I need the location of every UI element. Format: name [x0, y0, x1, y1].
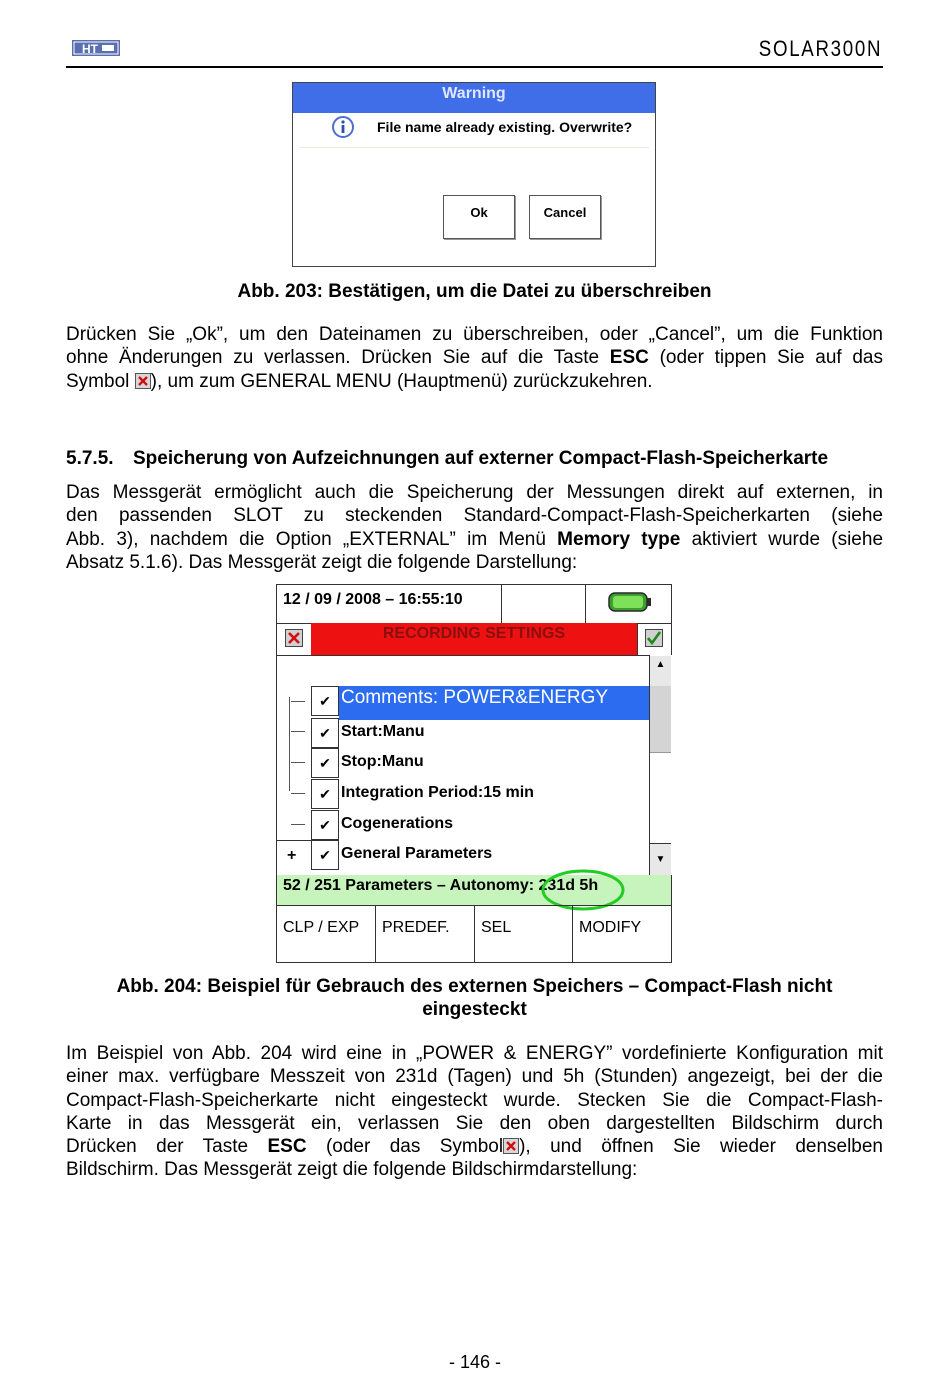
checkbox[interactable]: ✔ — [311, 840, 339, 870]
paragraph-3 — [66, 1042, 883, 1182]
para-line: einer max. verfügbare Messzeit von 231d (Tagen) und 5h (Stunden) angezeigt, bei der die — [66, 1066, 883, 1088]
checkmark-icon[interactable] — [645, 629, 663, 647]
checkbox[interactable]: ✔ — [311, 748, 339, 778]
text: aktiviert wurde (siehe — [680, 528, 884, 550]
section-heading — [66, 448, 828, 470]
section-title: Speicherung von Aufzeichnungen auf externer Compact-Flash-Speicherkarte — [133, 448, 829, 469]
divider — [637, 623, 638, 655]
checkbox[interactable]: ✔ — [311, 718, 339, 748]
tree-line — [291, 762, 305, 763]
list-item-start[interactable]: Start:Manu — [341, 723, 425, 740]
para-line: den passenden SLOT zu steckenden Standard-Compact-Flash-Speicherkarten (siehe — [66, 505, 883, 527]
text: Drücken der Taste — [66, 1136, 268, 1158]
scroll-up-icon[interactable]: ▲ — [650, 656, 671, 687]
scroll-down-icon[interactable]: ▼ — [650, 843, 671, 876]
checkbox[interactable]: ✔ — [311, 779, 339, 809]
esc-key-label: ESC — [267, 1136, 307, 1158]
tree-line — [291, 793, 305, 794]
section-number: 5.7.5. — [66, 448, 114, 469]
model-name: SOLAR300N — [758, 36, 882, 61]
modify-button[interactable]: MODIFY — [579, 919, 642, 936]
caption-line: Abb. 204: Beispiel für Gebrauch des externen Speichers – Compact-Flash nicht — [116, 976, 833, 997]
text: ), und öffnen Sie wieder denselben — [519, 1136, 884, 1158]
warning-dialog — [292, 82, 656, 267]
header-rule — [66, 66, 883, 68]
dialog-divider — [299, 147, 649, 148]
list-item-general-parameters[interactable]: General Parameters — [341, 845, 493, 862]
para-line: Drücken Sie „Ok”, um den Dateinamen zu überschreiben, oder „Cancel”, um die Funktion — [66, 324, 883, 345]
memory-type-label: Memory type — [557, 528, 681, 550]
tree-line — [289, 697, 290, 791]
list-item-integration-period[interactable]: Integration Period:15 min — [341, 784, 534, 801]
close-x-icon — [135, 373, 151, 389]
divider — [277, 655, 671, 656]
info-icon — [331, 115, 355, 139]
screen-title: RECORDING SETTINGS — [382, 625, 566, 642]
scroll-thumb[interactable] — [650, 686, 671, 753]
close-x-icon[interactable] — [285, 629, 303, 647]
para-line: Absatz 5.1.6). Das Messgerät zeigt die folgende Darstellung: — [66, 551, 578, 573]
divider — [585, 585, 586, 623]
text: (oder tippen Sie auf das — [648, 347, 883, 369]
tree-line — [291, 824, 305, 825]
paragraph-2 — [66, 481, 883, 574]
battery-icon — [607, 589, 653, 615]
predef-button[interactable]: PREDEF. — [376, 905, 475, 963]
ht-logo-icon — [72, 38, 120, 58]
para-line: Karte in das Messgerät ein, verlassen Sie den oben dargestellten Bildschirm durch — [66, 1112, 883, 1134]
page-number: - 146 - — [448, 1352, 502, 1372]
esc-key-label: ESC — [609, 347, 649, 369]
checkbox[interactable]: ✔ — [311, 810, 339, 840]
para-line: Compact-Flash-Speicherkarte nicht eingesteckt wurde. Stecken Sie die Compact-Flash- — [66, 1089, 883, 1111]
para-line — [66, 370, 883, 393]
para-line — [66, 346, 883, 369]
tree-line — [291, 731, 305, 732]
close-x-icon — [503, 1138, 519, 1154]
sel-button[interactable]: SEL — [475, 905, 573, 963]
text: (oder das Symbol — [306, 1136, 504, 1158]
ok-button[interactable]: Ok — [443, 195, 515, 239]
datetime-display: 12 / 09 / 2008 – 16:55:10 — [283, 591, 463, 608]
list-item-cogenerations[interactable]: Cogenerations — [341, 815, 454, 832]
paragraph-1 — [66, 323, 883, 393]
figure-caption-204 — [66, 975, 883, 1021]
divider — [501, 585, 502, 623]
text: Abb. 3), nachdem die Option „EXTERNAL” im Menü — [66, 528, 558, 550]
text: Symbol — [66, 370, 135, 392]
tree-line — [291, 701, 305, 702]
para-line — [66, 528, 883, 551]
text: ), um zum GENERAL MENU (Hauptmenü) zurückzukehren. — [150, 370, 653, 392]
caption-line: eingesteckt — [422, 999, 527, 1020]
expand-marker[interactable]: + — [287, 847, 297, 864]
status-text: 52 / 251 Parameters – Autonomy: 231d 5h — [283, 877, 599, 894]
cancel-button[interactable]: Cancel — [529, 195, 601, 239]
para-line: Im Beispiel von Abb. 204 wird eine in „POWER & ENERGY” vordefinierte Konfiguration mit — [66, 1043, 883, 1064]
dialog-message: File name already existing. Overwrite? — [377, 119, 633, 135]
clp-exp-button[interactable]: CLP / EXP — [277, 905, 376, 963]
para-line: Das Messgerät ermöglicht auch die Speicherung der Messungen direkt auf externen, in — [66, 482, 883, 503]
svg-text:HT: HT — [82, 42, 98, 56]
para-line: Bildschirm. Das Messgerät zeigt die folgende Bildschirmdarstellung: — [66, 1159, 638, 1181]
list-item-comments[interactable]: Comments: POWER&ENERGY — [341, 687, 609, 708]
dialog-title: Warning — [293, 83, 655, 113]
recording-settings-screen — [276, 584, 672, 963]
figure-caption-203: Abb. 203: Bestätigen, um die Datei zu überschreiben — [237, 281, 712, 302]
list-item-stop[interactable]: Stop:Manu — [341, 753, 424, 770]
text: ohne Änderungen zu verlassen. Drücken Sie auf die Taste — [66, 347, 610, 369]
divider — [277, 840, 311, 841]
para-line — [66, 1135, 883, 1158]
checkbox[interactable]: ✔ — [311, 686, 339, 716]
